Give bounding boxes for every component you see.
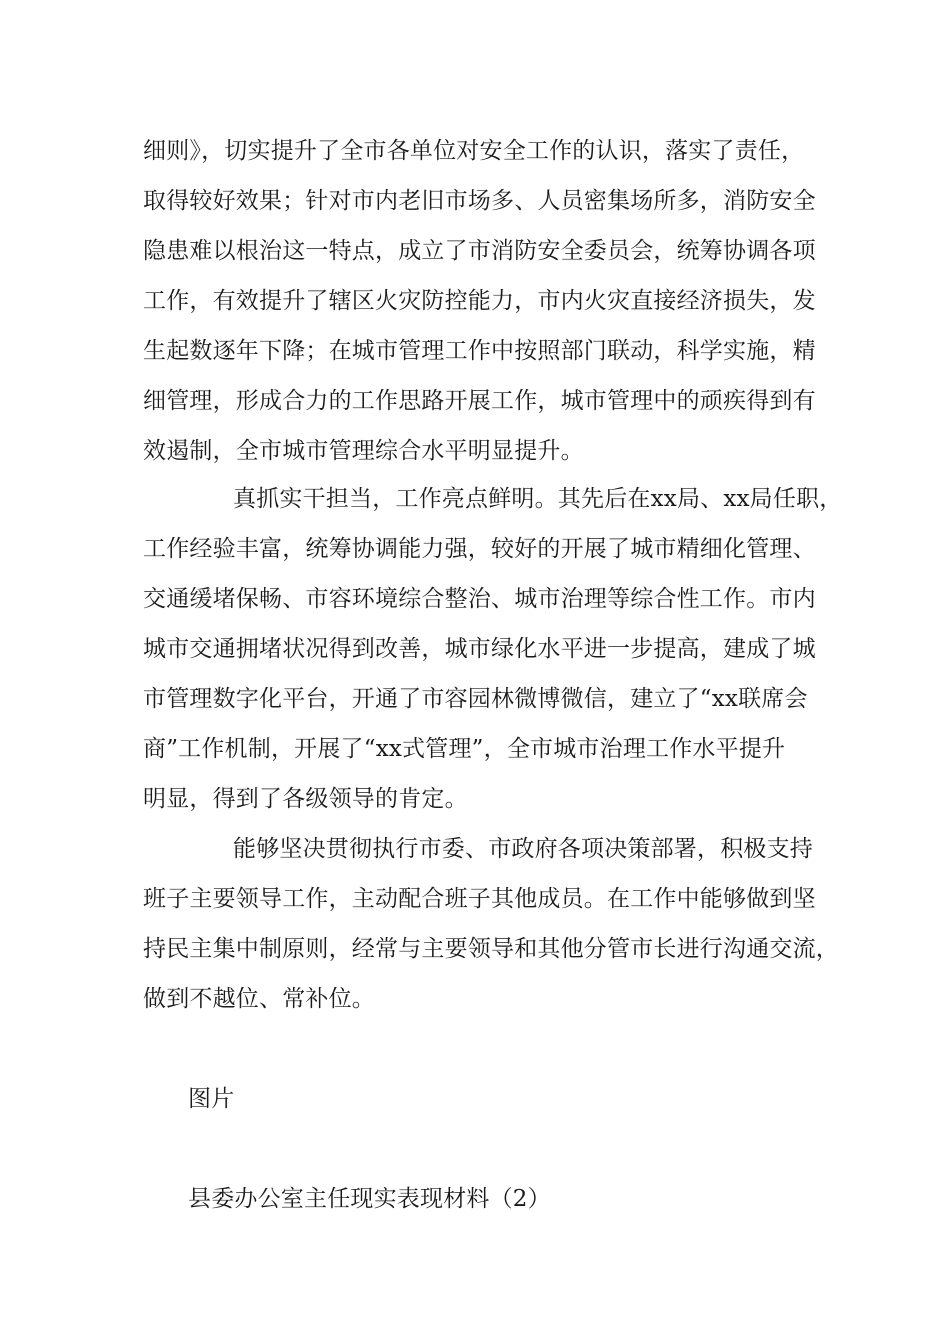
paragraph-first-line: 真抓实干担当，工作亮点鲜明。其先后在xx局、xx局任职， xyxy=(233,486,843,512)
paragraph-line: 交通缓堵保畅、市容环境综合整治、城市治理等综合性工作。市内 xyxy=(143,586,816,612)
paragraph-line: 工作经验丰富，统筹协调能力强，较好的开展了城市精细化管理、 xyxy=(143,536,816,562)
paragraph-line: 商”工作机制，开展了“xx式管理”，全市城市治理工作水平提升 xyxy=(143,736,786,762)
paragraph-line: 城市交通拥堵状况得到改善，城市绿化水平进一步提高，建成了城 xyxy=(143,636,816,662)
paragraph-line: 隐患难以根治这一特点，成立了市消防安全委员会，统筹协调各项 xyxy=(143,238,816,264)
paragraph-line: 取得较好效果；针对市内老旧市场多、人员密集场所多，消防安全 xyxy=(143,188,816,214)
paragraph-first-line: 能够坚决贯彻执行市委、市政府各项决策部署，积极支持 xyxy=(233,836,813,862)
paragraph-line: 班子主要领导工作，主动配合班子其他成员。在工作中能够做到坚 xyxy=(143,886,816,912)
paragraph-line: 明显，得到了各级领导的肯定。 xyxy=(143,786,468,812)
paragraph-line: 做到不越位、常补位。 xyxy=(143,986,375,1012)
paragraph-line: 持民主集中制原则，经常与主要领导和其他分管市长进行沟通交流， xyxy=(143,936,839,962)
paragraph-line: 细则》，切实提升了全市各单位对安全工作的认识，落实了责任， xyxy=(143,138,805,164)
image-placeholder-label: 图片 xyxy=(188,1086,235,1112)
paragraph-line: 生起数逐年下降；在城市管理工作中按照部门联动，科学实施，精 xyxy=(143,338,816,364)
paragraph-line: 市管理数字化平台，开通了市容园林微博微信，建立了“xx联席会 xyxy=(143,686,808,712)
paragraph-line: 工作，有效提升了辖区火灾防控能力，市内火灾直接经济损失，发 xyxy=(143,288,816,314)
paragraph-line: 效遏制，全市城市管理综合水平明显提升。 xyxy=(143,438,584,464)
paragraph-line: 细管理，形成合力的工作思路开展工作，城市管理中的顽疾得到有 xyxy=(143,388,816,414)
next-section-title: 县委办公室主任现实表现材料（2） xyxy=(188,1186,551,1212)
